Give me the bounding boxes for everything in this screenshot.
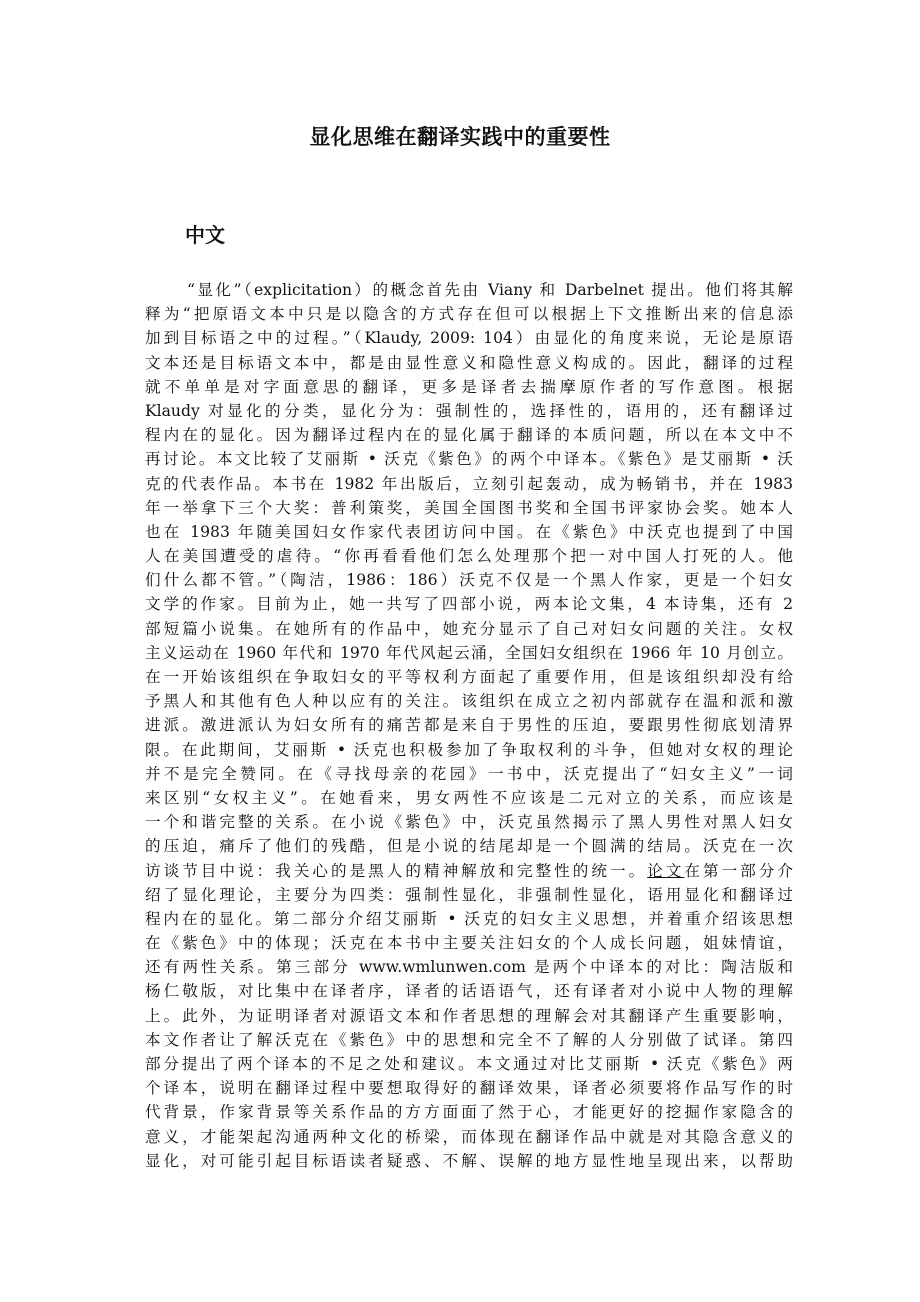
paragraph-line: 意义，才能架起沟通两种文化的桥梁，而体现在翻译作品中就是对其隐含意义的	[145, 1127, 793, 1146]
paragraph-line: 文学的作家。目前为止，她一共写了四部小说，两本论文集，4 本诗集，还有 2	[145, 595, 793, 614]
paragraph-line: 部短篇小说集。在她所有的作品中，她充分显示了自己对妇女问题的关注。女权	[145, 619, 793, 638]
document-title: 显化思维在翻译实践中的重要性	[309, 124, 611, 149]
body-paragraph	[145, 278, 793, 1173]
paragraph-line: 克的代表作品。本书在 1982 年出版后，立刻引起轰动，成为畅销书，并在 1983	[145, 474, 793, 493]
paragraph-line: 来区别“女权主义”。在她看来，男女两性不应该是二元对立的关系，而应该是	[145, 788, 793, 807]
paragraph-line-text: 访谈节目中说：我关心的是黑人的精神解放和完整性的统一。	[145, 861, 648, 880]
paragraph-line: 再讨论。本文比较了艾丽斯 • 沃克《紫色》的两个中译本。《紫色》是艾丽斯 • 沃	[145, 450, 793, 469]
paragraph-line: 一个和谐完整的关系。在小说《紫色》中，沃克虽然揭示了黑人男性对黑人妇女	[145, 813, 793, 832]
thesis-link[interactable]: 论文	[647, 861, 685, 880]
paragraph-line: 人在美国遭受的虐待。“你再看看他们怎么处理那个把一对中国人打死的人。他	[145, 547, 793, 566]
paragraph-line: 年一举拿下三个大奖：普利策奖，美国全国图书奖和全国书评家协会奖。她本人	[145, 498, 793, 517]
paragraph-line: 本文作者让了解沃克在《紫色》中的思想和完全不了解的人分别做了试译。第四	[145, 1030, 793, 1049]
paragraph-line: Klaudy 对显化的分类，显化分为：强制性的，选择性的，语用的，还有翻译过	[145, 401, 793, 420]
paragraph-line: 并不是完全赞同。在《寻找母亲的花园》一书中，沃克提出了“妇女主义”一词	[145, 764, 793, 783]
paragraph-line: 显化，对可能引起目标语读者疑惑、不解、误解的地方显性地呈现出来，以帮助	[145, 1151, 793, 1170]
paragraph-line-text: 在第一部分介	[684, 861, 793, 880]
paragraph-line: 们什么都不管。”（陶洁，1986：186）沃克不仅是一个黑人作家，更是一个妇女	[145, 571, 793, 590]
paragraph-line: 程内在的显化。第二部分介绍艾丽斯 • 沃克的妇女主义思想，并着重介绍该思想	[145, 909, 793, 928]
paragraph-line: 进派。激进派认为妇女所有的痛苦都是来自于男性的压迫，要跟男性彻底划清界	[145, 716, 793, 735]
paragraph-line: 的压迫，痛斥了他们的残酷，但是小说的结尾却是一个圆满的结局。沃克在一次	[145, 837, 793, 856]
paragraph-line: 也在 1983 年随美国妇女作家代表团访问中国。在《紫色》中沃克也提到了中国	[145, 522, 793, 541]
paragraph-line: 上。此外，为证明译者对源语文本和作者思想的理解会对其翻译产生重要影响，	[145, 1006, 793, 1025]
paragraph-line: 在一开始该组织在争取妇女的平等权利方面起了重要作用，但是该组织却没有给	[145, 668, 793, 686]
paragraph-line: 在《紫色》中的体现；沃克在本书中主要关注妇女的个人成长问题，姐妹情谊，	[145, 934, 793, 953]
paragraph-line: 加到目标语之中的过程。”（Klaudy, 2009: 104）由显化的角度来说，无论是原语	[145, 329, 793, 348]
paragraph-line: 个译本，说明在翻译过程中要想取得好的翻译效果，译者必须要将作品写作的时	[145, 1079, 793, 1098]
paragraph-line: 主义运动在 1960 年代和 1970 年代风起云涌，全国妇女组织在 1966 年 10 月创立。	[145, 643, 793, 662]
paragraph-line: 部分提出了两个译本的不足之处和建议。本文通过对比艾丽斯 • 沃克《紫色》两	[145, 1055, 793, 1073]
paragraph-line: 限。在此期间，艾丽斯 • 沃克也积极参加了争取权利的斗争，但她对女权的理论	[145, 740, 793, 759]
paragraph-line: 杨仁敬版，对比集中在译者序，译者的话语语气，还有译者对小说中人物的理解	[145, 982, 793, 1001]
paragraph-line-with-link	[145, 859, 793, 883]
section-heading: 中文	[185, 223, 225, 247]
paragraph-line: 文本还是目标语文本中，都是由显性意义和隐性意义构成的。因此，翻译的过程	[145, 353, 793, 372]
paragraph-line: 予黑人和其他有色人种以应有的关注。该组织在成立之初内部就存在温和派和激	[145, 692, 793, 711]
paragraph-line: 就不单单是对字面意思的翻译，更多是译者去揣摩原作者的写作意图。根据	[145, 377, 793, 396]
paragraph-line: 代背景，作家背景等关系作品的方方面面了然于心，才能更好的挖掘作家隐含的	[145, 1103, 793, 1122]
paragraph-line: 释为“把原语文本中只是以隐含的方式存在但可以根据上下文推断出来的信息添	[145, 305, 793, 324]
paragraph-line: 还有两性关系。第三部分 www.wmlunwen.com 是两个中译本的对比：陶洁版和	[145, 958, 793, 977]
paragraph-line: 绍了显化理论，主要分为四类：强制性显化，非强制性显化，语用显化和翻译过	[145, 885, 793, 904]
paragraph-line: “显化”（explicitation）的概念首先由 Viany 和 Darbelnet 提出。他们将其解	[187, 281, 793, 299]
paragraph-line: 程内在的显化。因为翻译过程内在的显化属于翻译的本质问题，所以在本文中不	[145, 426, 793, 445]
